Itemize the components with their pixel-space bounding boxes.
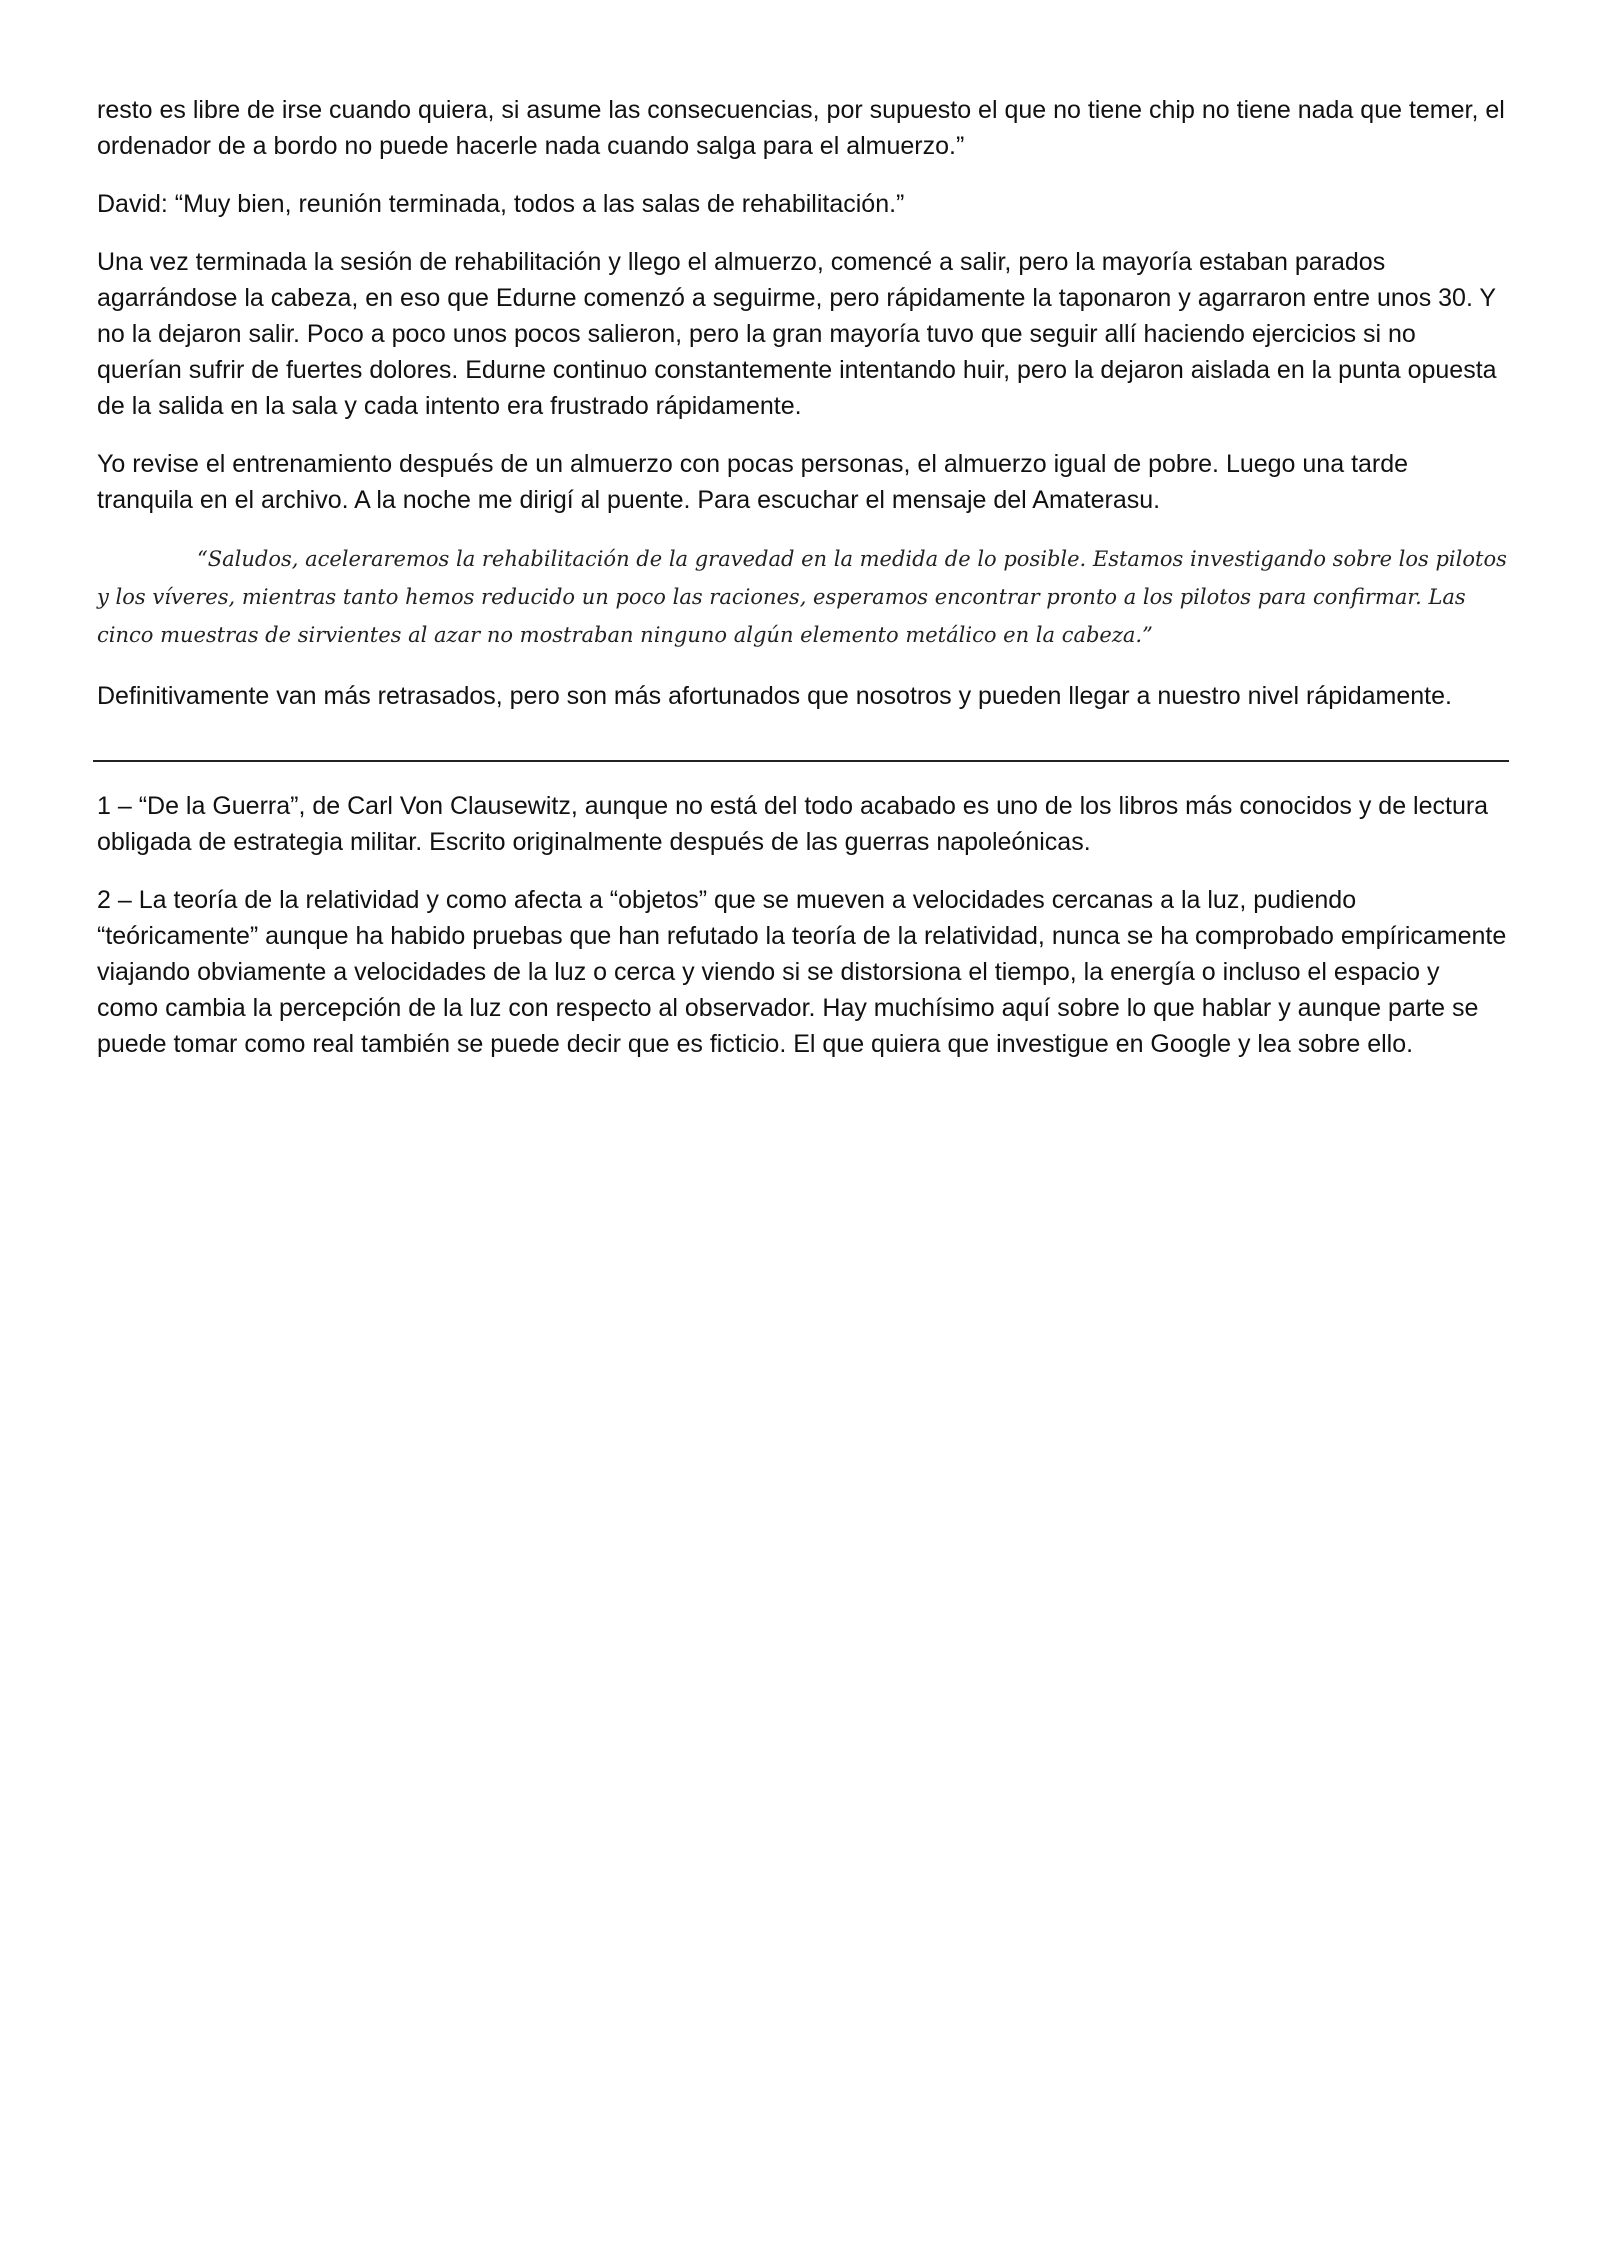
document-page — [97, 92, 1507, 1084]
footnote-2: 2 – La teoría de la relatividad y como afecta a “objetos” que se mueven a velocidades cercanas a la luz, pudiendo “teóricamente” aunque ha habido pruebas que han refutado la teoría de la relatividad, nunca se ha comprobado empíricamente viajando obviamente a velocidades de la luz o cerca y viendo si se distorsiona el tiempo, la energía o incluso el espacio y como cambia la percepción de la luz con respecto al observador. Hay muchísimo aquí sobre lo que hablar y aunque parte se puede tomar como real también se puede decir que es ficticio. El que quiera que investigue en Google y lea sobre ello. — [97, 886, 1507, 1058]
footnote-separator — [93, 760, 1509, 762]
body-paragraph: David: “Muy bien, reunión terminada, todos a las salas de rehabilitación.” — [97, 190, 905, 218]
closing-paragraph: Definitivamente van más retrasados, pero son más afortunados que nosotros y pueden llegar a nuestro nivel rápidamente. — [97, 682, 1452, 710]
body-paragraph: Yo revise el entrenamiento después de un almuerzo con pocas personas, el almuerzo igual de pobre. Luego una tarde tranquila en el archivo. A la noche me dirigí al puente. Para escuchar el mensaje del Amaterasu. — [97, 450, 1409, 514]
message-quote: “Saludos, aceleraremos la rehabilitación de la gravedad en la medida de lo posible. Estamos investigando sobre los pilotos y los víveres, mientras tanto hemos reducido un poco las raciones, esperamos encontrar pronto a los pilotos para confirmar. Las cinco muestras de sirvientes al azar no mostraban ninguno algún elemento metálico en la cabeza.” — [97, 547, 1507, 647]
body-paragraph: Una vez terminada la sesión de rehabilitación y llego el almuerzo, comencé a salir, pero la mayoría estaban parados agarrándose la cabeza, en eso que Edurne comenzó a seguirme, pero rápidamente la taponaron y agarraron entre unos 30. Y no la dejaron salir. Poco a poco unos pocos salieron, pero la gran mayoría tuvo que seguir allí haciendo ejercicios si no querían sufrir de fuertes dolores. Edurne continuo constantemente intentando huir, pero la dejaron aislada en la punta opuesta de la salida en la sala y cada intento era frustrado rápidamente. — [97, 248, 1497, 420]
body-paragraph: resto es libre de irse cuando quiera, si asume las consecuencias, por supuesto el que no tiene chip no tiene nada que temer, el ordenador de a bordo no puede hacerle nada cuando salga para el almuerzo.” — [97, 96, 1505, 160]
footnote-1: 1 – “De la Guerra”, de Carl Von Clausewitz, aunque no está del todo acabado es uno de los libros más conocidos y de lectura obligada de estrategia militar. Escrito originalmente después de las guerras napoleónicas. — [97, 792, 1489, 856]
